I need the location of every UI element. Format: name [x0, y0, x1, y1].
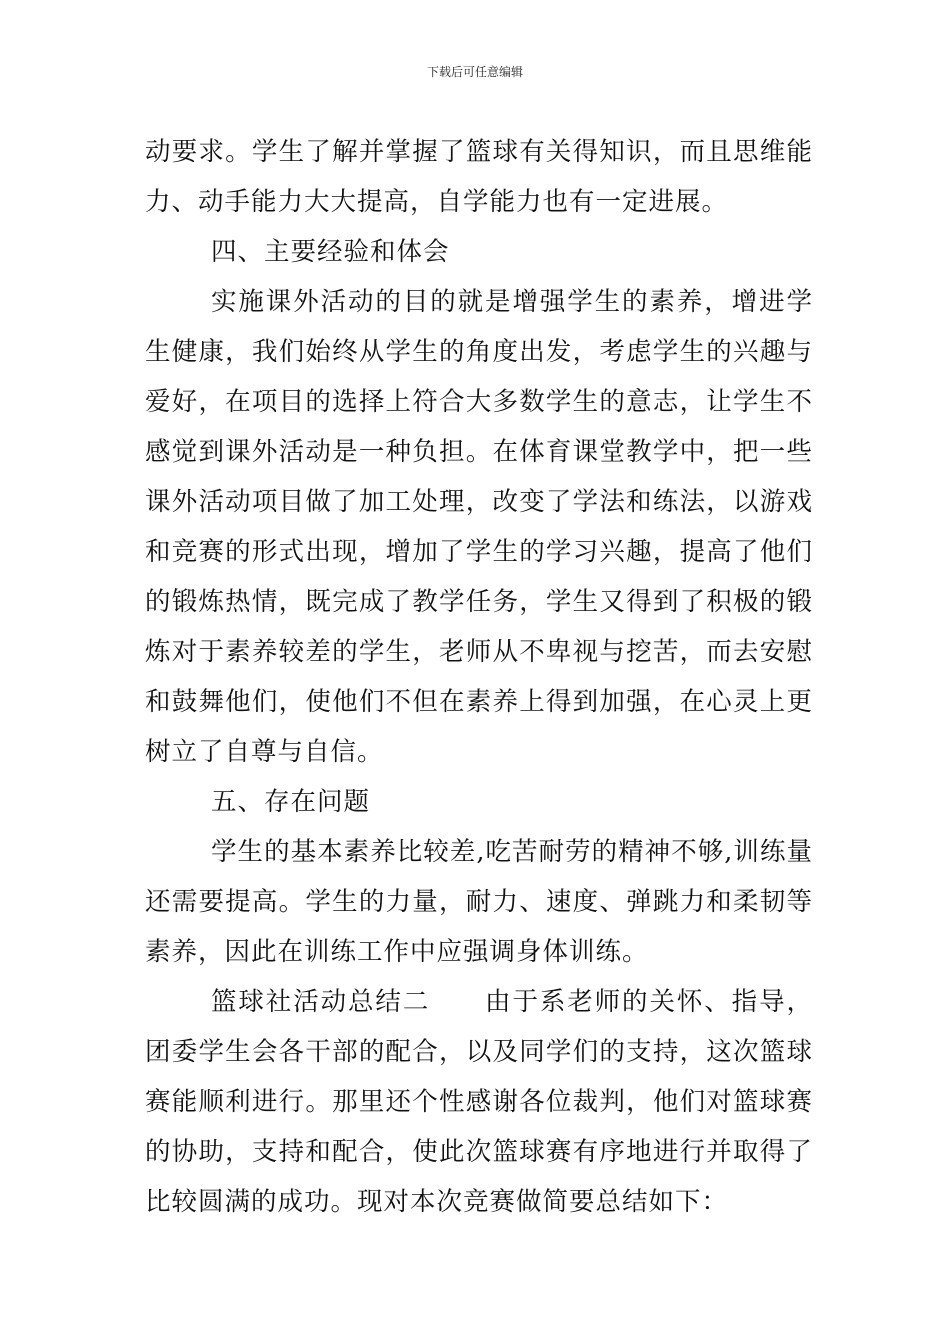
- paragraph-experience: 实施课外活动的目的就是增强学生的素养，增进学生健康，我们始终从学生的角度出发，考虑学生的兴趣与爱好，在项目的选择上符合大多数学生的意志，让学生不感觉到课外活动是一种负担。在体育课堂教学中，把一些课外活动项目做了加工处理，改变了学法和练法，以游戏和竞赛的形式出现，增加了学生的学习兴趣，提高了他们的锻炼热情，既完成了教学任务，学生又得到了积极的锻炼对于素养较差的学生，老师从不卑视与挖苦，而去安慰和鼓舞他们，使他们不但在素养上得到加强，在心灵上更树立了自尊与自信。: [145, 287, 813, 767]
- page-header: 下载后可任意编辑: [426, 65, 523, 79]
- paragraph-continuation: 动要求。学生了解并掌握了篮球有关得知识，而且思维能力、动手能力大大提高，自学能力也有一定进展。: [145, 137, 813, 217]
- paragraph-problems: 学生的基本素养比较差,吃苦耐劳的精神不够,训练量还需要提高。学生的力量，耐力、速度、弹跳力和柔韧等素养，因此在训练工作中应强调身体训练。: [145, 837, 813, 967]
- section-heading-experience: 四、主要经验和体会: [211, 237, 450, 267]
- document-body: [145, 127, 813, 1227]
- section-heading-problems: 五、存在问题: [211, 787, 371, 817]
- paragraph-summary-two: 篮球社活动总结二 由于系老师的关怀、指导，团委学生会各干部的配合，以及同学们的支持，这次篮球赛能顺利进行。那里还个性感谢各位裁判，他们对篮球赛的协助，支持和配合，使此次篮球赛有序地进行并取得了比较圆满的成功。现对本次竞赛做简要总结如下：: [145, 987, 813, 1217]
